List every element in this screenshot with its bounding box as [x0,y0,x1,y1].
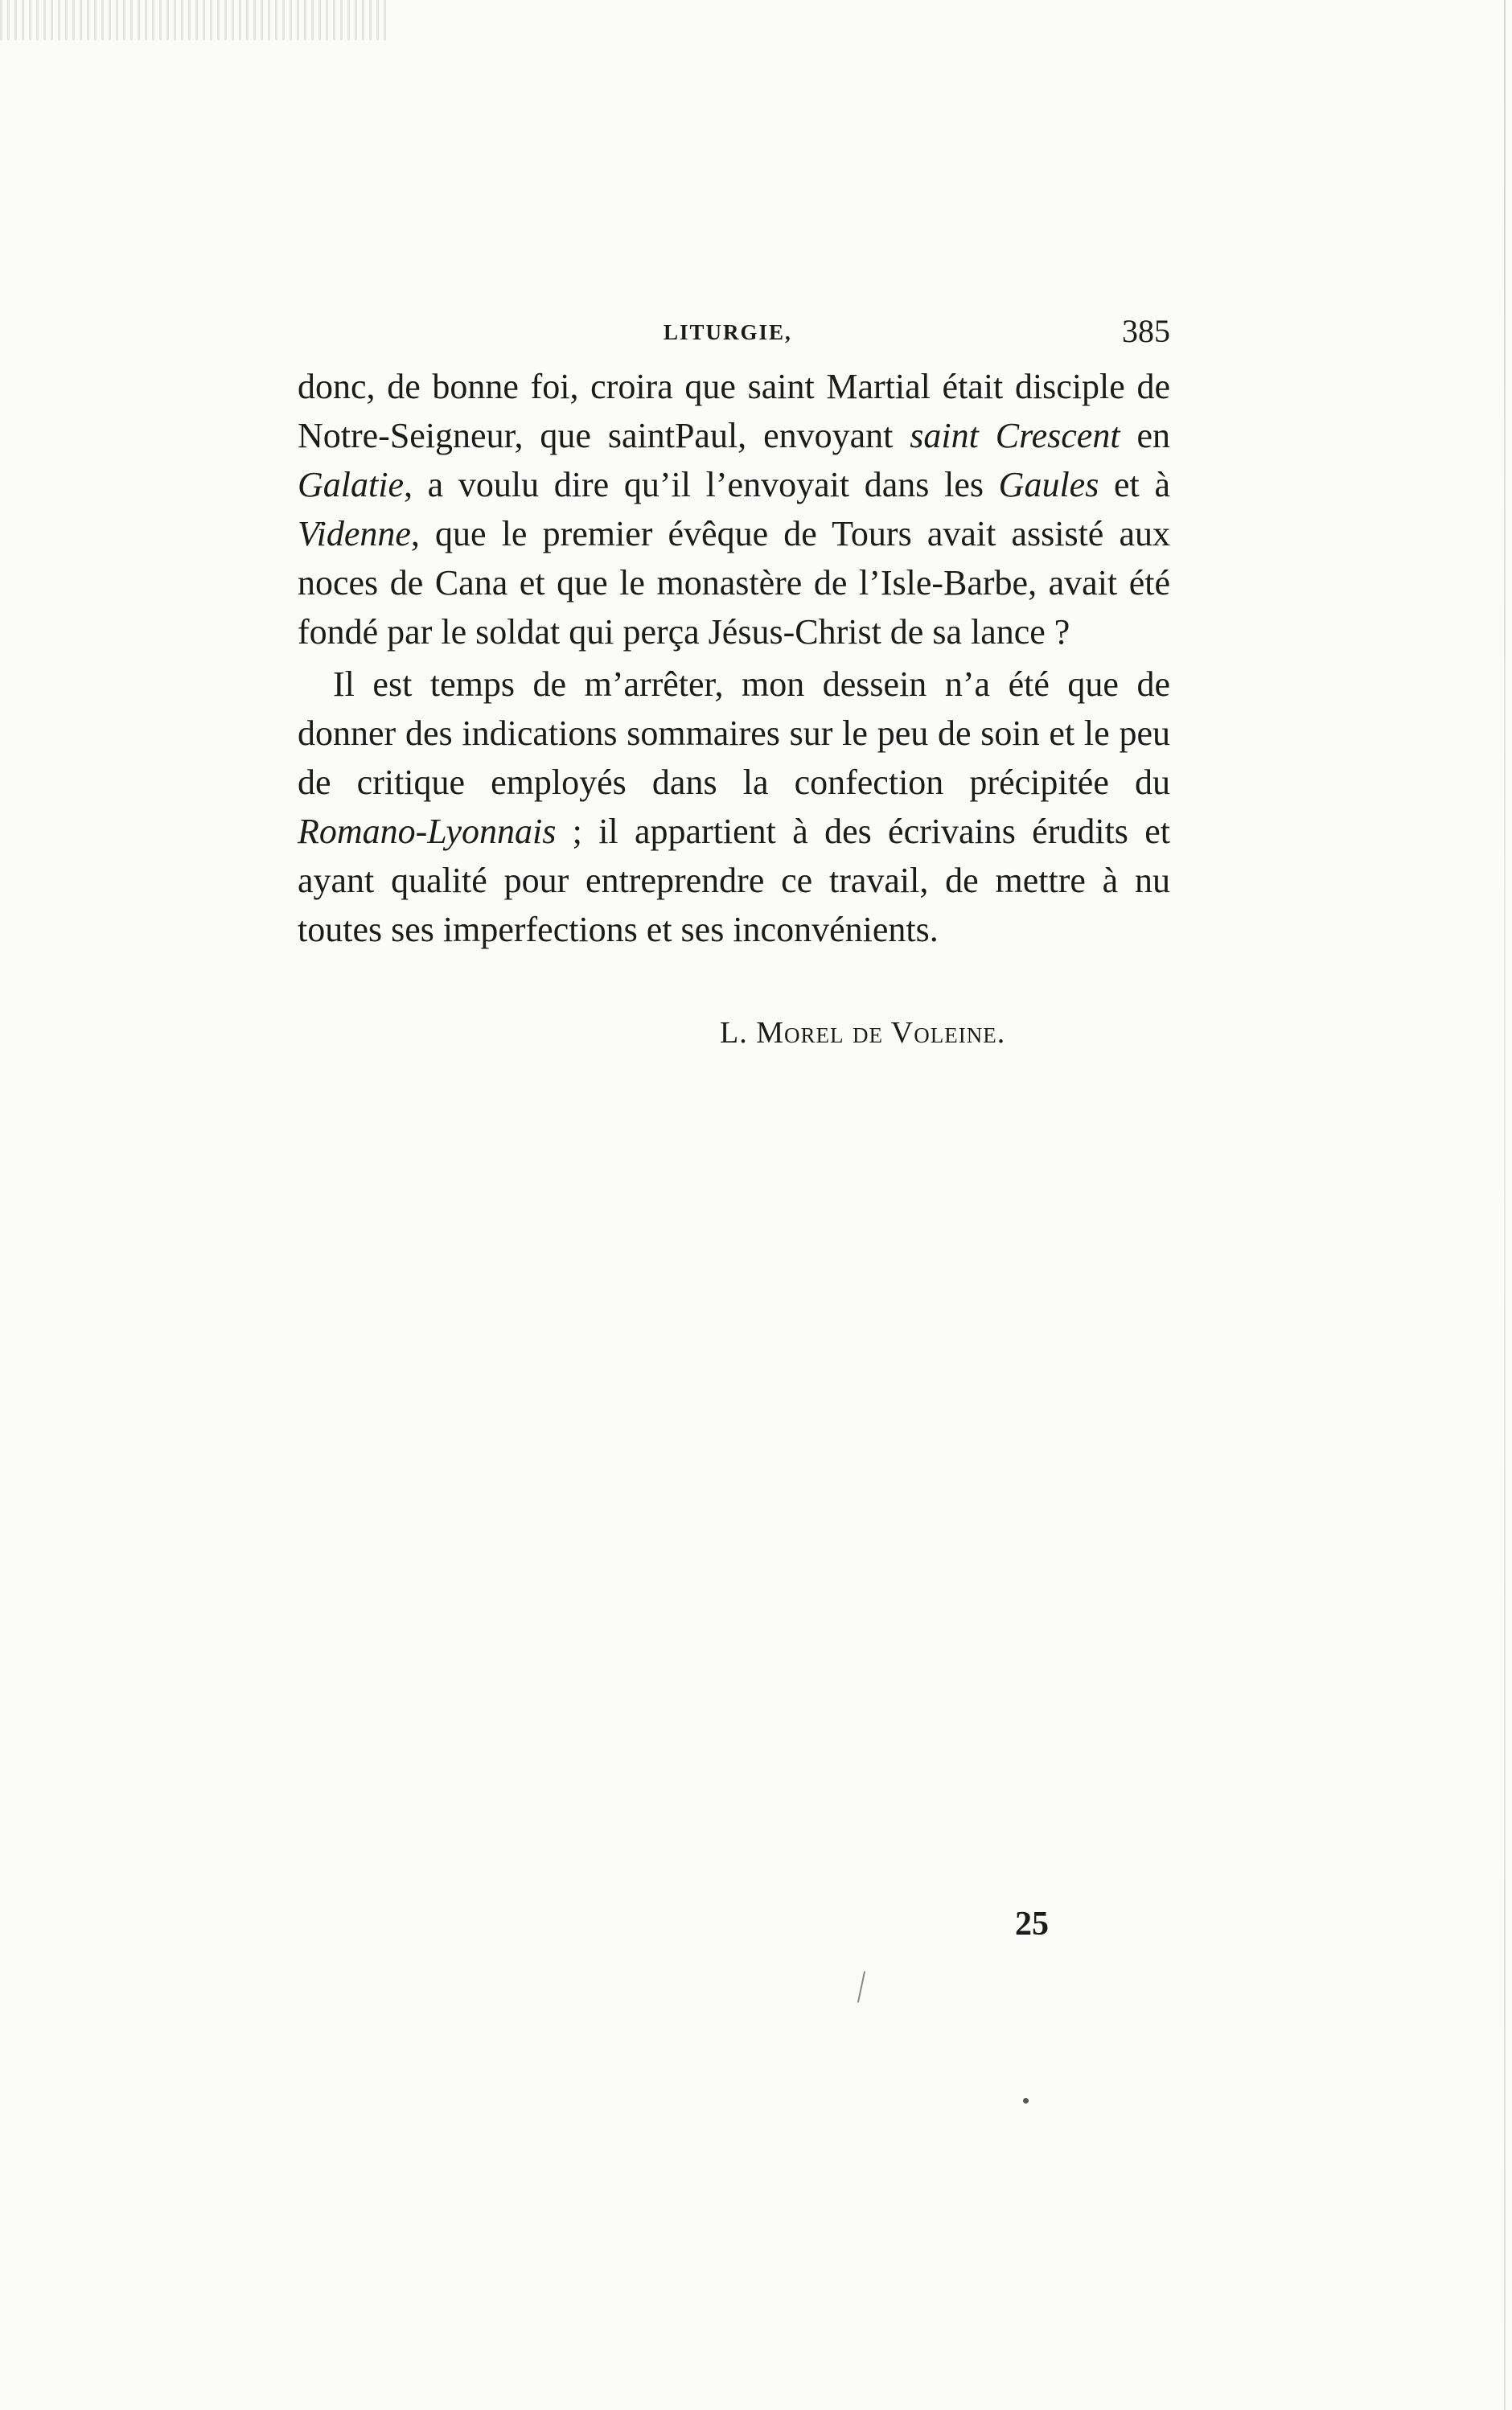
running-head: LITURGIE, [664,320,792,344]
page-number: 385 [1122,313,1170,349]
paragraph-1: donc, de bonne foi, croira que saint Martial était disciple de Notre-Seigneur, que saintPaul, envoyant saint Crescent en Galatie, a voulu dire qu’il l’envoyait dans les Gaules et à Videnne, que le premier évêque de Tours avait assisté aux noces de Cana et que le monastère de l’Isle-Barbe, avait été fondé par le soldat qui perça Jésus-Christ de sa lance ? [298,367,1170,652]
page-header [298,312,1170,360]
ink-speck [1023,2098,1029,2104]
scan-edge [1504,0,1506,2410]
signature-mark: 25 [1015,1906,1049,1943]
paragraph-2: Il est temps de m’arrêter, mon dessein n’a été que de donner des indications sommaires sur le peu de soin et le peu de critique employés dans la confection précipitée du Romano-Lyonnais ; il appartient à des écrivains érudits et ayant qualité pour entreprendre ce travail, de mettre à nu toutes ses imperfections et ses inconvénients. [298,664,1170,949]
author-signature: L. Morel de Voleine. [720,1016,1006,1050]
scan-noise [0,0,386,40]
ink-speck [857,1971,865,2003]
body-text [298,362,1170,954]
